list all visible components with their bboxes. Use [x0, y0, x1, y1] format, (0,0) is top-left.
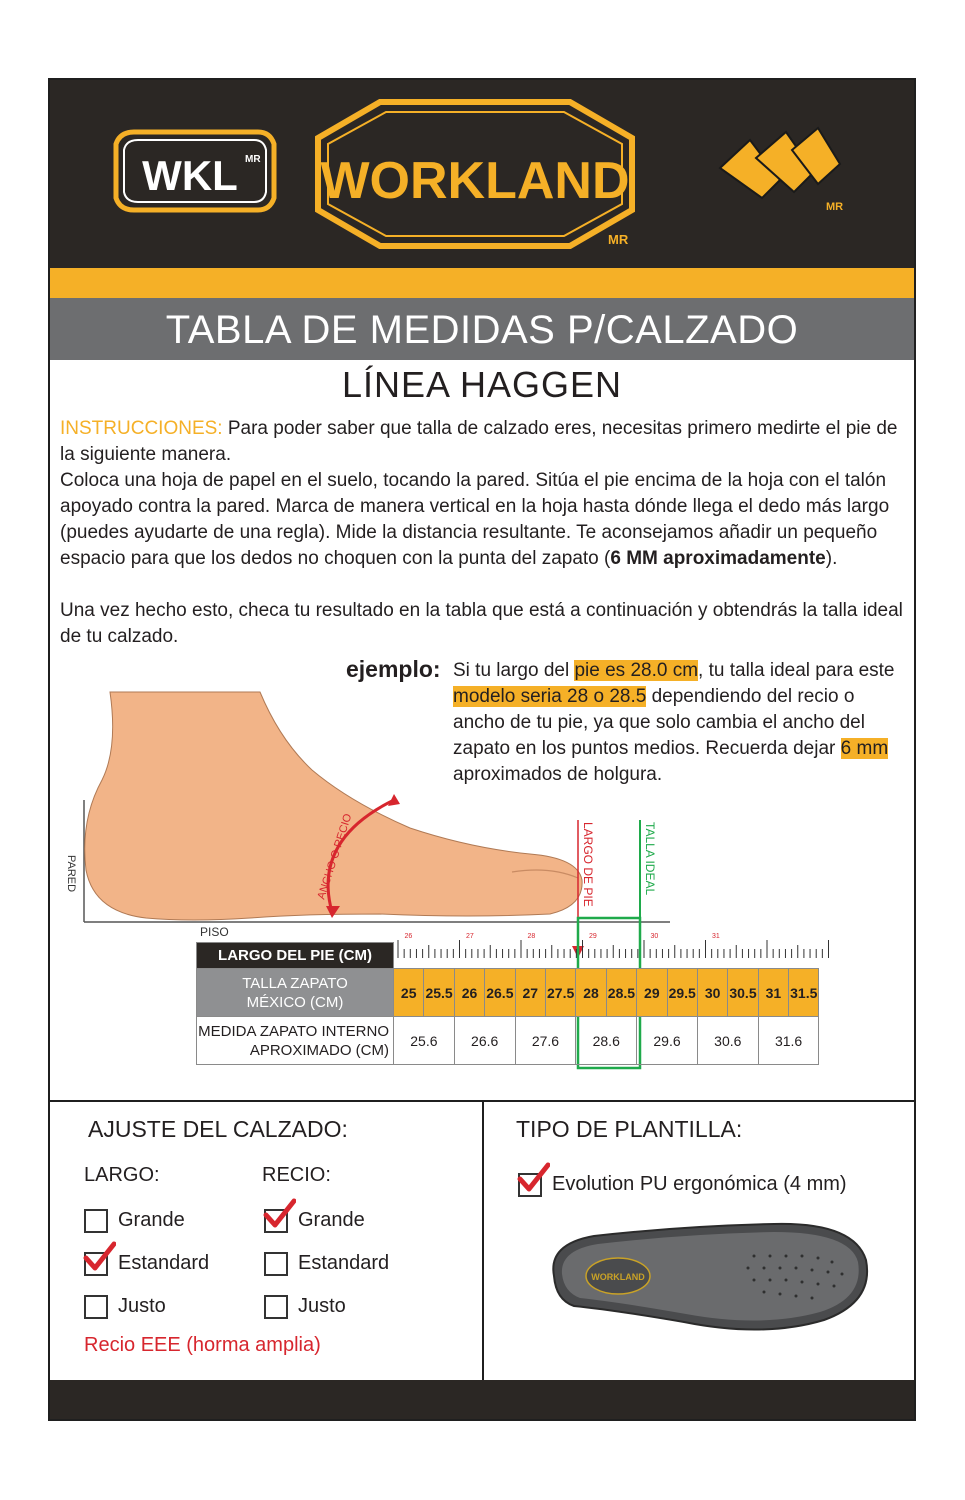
width-option[interactable]: [264, 1292, 346, 1320]
ruler-number: 30: [650, 933, 659, 940]
interior-size-row: [197, 1017, 819, 1065]
example-highlight-2: modelo seria 28 o 28.5: [453, 686, 647, 707]
interior-cell: 27.6: [515, 1017, 576, 1065]
mexico-size-header-b: MÉXICO (CM): [246, 993, 344, 1011]
check-icon: [82, 1240, 116, 1274]
size-cell: 30.5: [728, 969, 758, 1017]
page-title: TABLA DE MEDIDAS P/CALZADO: [50, 298, 914, 360]
length-option-label: Estandard: [118, 1252, 210, 1274]
length-checkbox[interactable]: [84, 1252, 108, 1276]
insole-title: TIPO DE PLANTILLA:: [516, 1116, 743, 1142]
width-title: RECIO:: [262, 1164, 331, 1186]
insole-illustration: [534, 1210, 874, 1340]
svg-text:MR: MR: [608, 232, 629, 247]
check-icon: [262, 1197, 296, 1231]
size-cell: 25: [394, 969, 424, 1017]
interior-cell: 28.6: [576, 1017, 637, 1065]
size-cell: 26: [454, 969, 484, 1017]
mexico-size-row: [197, 969, 819, 1017]
mexico-size-header-a: TALLA ZAPATO: [242, 974, 348, 992]
interior-size-header-b: APROXIMADO (CM): [249, 1041, 389, 1059]
wall-label: PARED: [65, 855, 77, 893]
size-cell: 25.5: [424, 969, 454, 1017]
width-option-label: Justo: [298, 1295, 346, 1317]
instructions-text-1: Para poder saber que talla de calzado eres, necesitas primero medirte el pie de la siguiente manera.: [60, 418, 898, 465]
size-cell: 28: [576, 969, 606, 1017]
svg-text:MR: MR: [245, 154, 261, 165]
instructions-text-2a: Coloca una hoja de papel en el suelo, tocando la pared. Sitúa el pie encima de la hoja con el talón apoyado contra la pared. Marca de manera vertical en la hoja hasta dónde llega el dedo más largo (puedes ayudarte de una regla). Mide la distancia resultante. Te aconsejamos añadir un pequeño espacio para que los dedos no choquen con la punta del zapato (: [60, 470, 890, 569]
width-option[interactable]: [264, 1206, 365, 1234]
width-option-label: Estandard: [298, 1252, 390, 1274]
example-label: ejemplo:: [346, 656, 441, 682]
example-highlight-3: 6 mm: [840, 738, 889, 759]
width-label: ANCHO O RECIO: [315, 812, 355, 901]
check-icon: [516, 1161, 550, 1195]
foot-length-header: LARGO DEL PIE (CM): [197, 943, 394, 969]
svg-text:MR: MR: [826, 201, 844, 213]
wide-fit-note: Recio EEE (horma amplia): [84, 1334, 321, 1356]
width-checkbox[interactable]: [264, 1209, 288, 1233]
mexico-size-header: [197, 969, 394, 1017]
instructions-text-3: Una vez hecho esto, checa tu resultado en la tabla que está a continuación y obtendrás la talla ideal de tu calzado.: [60, 600, 903, 647]
footer-band: [50, 1380, 914, 1421]
length-option[interactable]: [84, 1292, 166, 1320]
ruler-number: 29: [589, 933, 597, 940]
width-checkbox[interactable]: [264, 1252, 288, 1276]
ideal-size-label: TALLA IDEAL: [643, 822, 657, 896]
interior-size-header-a: MEDIDA ZAPATO INTERNO: [198, 1022, 389, 1040]
ruler-number: 31: [712, 933, 720, 940]
length-checkbox[interactable]: [84, 1209, 108, 1233]
interior-size-header: [197, 1017, 394, 1065]
ruler-number: 28: [527, 933, 536, 940]
example-text-3: dependiendo del recio o ancho de tu pie, ya que solo cambia el ancho del zapato en los puntos medios. Recuerda dejar: [453, 686, 865, 759]
size-table: [196, 942, 819, 1065]
width-arrow-head-top: [388, 794, 400, 806]
example-text-1: Si tu largo del: [453, 660, 575, 681]
size-cell: 27.5: [545, 969, 575, 1017]
length-checkbox[interactable]: [84, 1295, 108, 1319]
length-option[interactable]: [84, 1249, 209, 1277]
instructions-text-2b: 6 MM aproximadamente: [610, 548, 826, 569]
fit-title: AJUSTE DEL CALZADO:: [88, 1116, 348, 1142]
ruler-cell: [394, 943, 819, 969]
foot-length-label: LARGO DE PIE: [581, 822, 595, 907]
interior-cell: 30.6: [697, 1017, 758, 1065]
instructions-text-2c: ).: [825, 548, 838, 569]
interior-cell: 25.6: [394, 1017, 455, 1065]
insole-option-label: Evolution PU ergonómica (4 mm): [552, 1173, 847, 1195]
example-highlight-1: pie es 28.0 cm: [574, 660, 699, 681]
length-option[interactable]: [84, 1206, 185, 1234]
size-cell: 31: [758, 969, 788, 1017]
example-text-4: aproximados de holgura.: [453, 764, 663, 785]
width-option-label: Grande: [298, 1209, 365, 1231]
size-cell: 28.5: [606, 969, 636, 1017]
foot-illustration: [85, 692, 582, 920]
floor-label: PISO: [200, 925, 229, 939]
svg-text:WORKLAND: WORKLAND: [320, 152, 630, 210]
svg-text:WKL: WKL: [142, 152, 238, 199]
size-cell: 29: [637, 969, 667, 1017]
width-checkbox[interactable]: [264, 1295, 288, 1319]
size-cell: 31.5: [789, 969, 819, 1017]
insole-option[interactable]: [518, 1170, 847, 1198]
length-option-label: Grande: [118, 1209, 185, 1231]
size-chart-card: [48, 78, 916, 1421]
section-divider: [482, 1100, 484, 1380]
ruler-number: 26: [404, 933, 413, 940]
size-cell: 30: [697, 969, 727, 1017]
insole-checkbox[interactable]: [518, 1173, 542, 1197]
interior-cell: 31.6: [758, 1017, 819, 1065]
length-option-label: Justo: [118, 1295, 166, 1317]
width-option[interactable]: [264, 1249, 389, 1277]
interior-cell: 26.6: [454, 1017, 515, 1065]
svg-text:WORKLAND: WORKLAND: [591, 1272, 645, 1282]
ruler-number: 27: [466, 933, 474, 940]
size-cell: 29.5: [667, 969, 697, 1017]
line-subtitle: LÍNEA HAGGEN: [341, 364, 623, 405]
size-cell: 27: [515, 969, 545, 1017]
instructions-label: INSTRUCCIONES:: [60, 418, 223, 439]
example-text-2: , tu talla ideal para este: [698, 660, 895, 681]
foot-diagram: [50, 80, 914, 1080]
size-cell: 26.5: [485, 969, 515, 1017]
length-title: LARGO:: [84, 1164, 160, 1186]
interior-cell: 29.6: [637, 1017, 698, 1065]
insole-logo: [586, 1258, 650, 1294]
